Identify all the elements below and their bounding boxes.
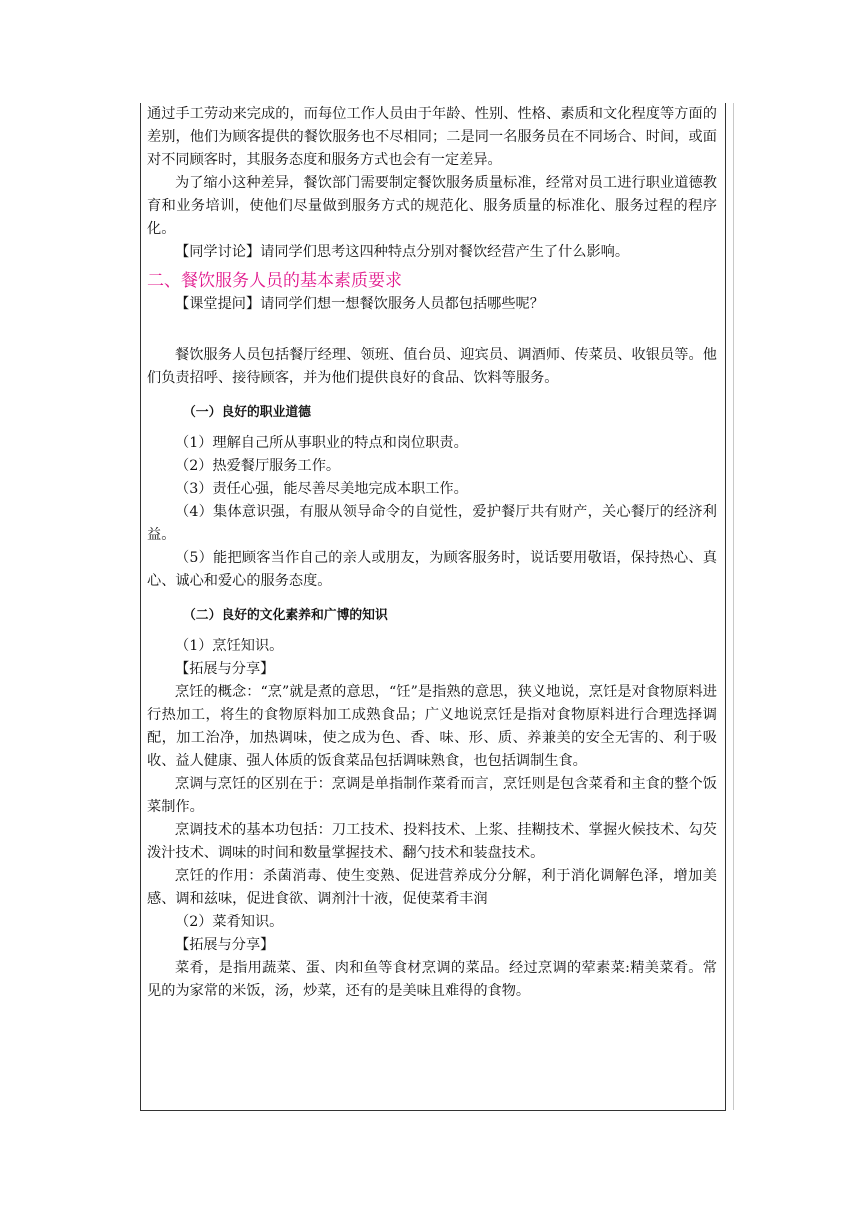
list-item: （5）能把顾客当作自己的亲人或朋友，为顾客服务时，说话要用敬语，保持热心、真心、诚心和爱心的服务态度。: [147, 550, 717, 589]
paragraph: 为了缩小这种差异，餐饮部门需要制定餐饮服务质量标准，经常对员工进行职业道德教育和业务培训，使他们尽量做到服务方式的规范化、服务质量的标准化、服务过程的程序化。: [147, 175, 717, 237]
list-item: （1）理解自己所从事职业的特点和岗位职责。: [175, 435, 468, 451]
subsection-heading: （二）良好的文化素养和广博的知识: [183, 608, 388, 623]
list-item: （3）责任心强，能尽善尽美地完成本职工作。: [175, 481, 468, 497]
section-heading: 二、餐饮服务人员的基本素质要求: [147, 271, 402, 291]
list-item: （2）菜肴知识。: [175, 914, 284, 930]
paragraph: 烹饪的作用：杀菌消毒、使生变熟、促进营养成分分解，利于消化调解色泽，增加美感、调和兹味，促进食欲、调剂汁十液，促使菜肴丰润: [147, 868, 717, 907]
question-paragraph: 【课堂提问】请同学们想一想餐饮服务人员都包括哪些呢？: [175, 296, 544, 312]
paragraph: 烹饪的概念：“烹”就是煮的意思，“饪”是指熟的意思，狭义地说，烹饪是对食物原料进行热加工，将生的食物原料加工成熟食品；广义地说烹饪是指对食物原料进行合理选择调配，加工治净，加热调味，使之成为色、香、味、形、质、养兼美的安全无害的、利于吸收、益人健康、强人体质的饭食菜品包括调味熟食，也包括调制生食。: [147, 684, 717, 769]
list-item: （4）集体意识强，有服从领导命令的自觉性，爱护餐厅共有财产，关心餐厅的经济利益。: [147, 504, 717, 543]
intro-paragraph: 餐饮服务人员包括餐厅经理、领班、值台员、迎宾员、调酒师、传菜员、收银员等。他们负责招呼、接待顾客，并为他们提供良好的食品、饮料等服务。: [147, 347, 717, 386]
paragraph: 烹调技术的基本功包括：刀工技术、投料技术、上浆、挂糊技术、掌握火候技术、勾芡泼汁技术、调味的时间和数量掌握技术、翻勺技术和装盘技术。: [147, 822, 717, 861]
share-label: 【拓展与分享】: [175, 661, 275, 677]
page-edge-line: [733, 103, 734, 1110]
list-item: （2）热爱餐厅服务工作。: [175, 458, 341, 474]
document-body: [147, 103, 717, 1003]
discussion-paragraph: 【同学讨论】请同学们思考这四种特点分别对餐饮经营产生了什么影响。: [175, 244, 630, 260]
list-item: （1）烹饪知识。: [175, 638, 284, 654]
share-label: 【拓展与分享】: [175, 937, 275, 953]
paragraph: 烹调与烹饪的区别在于：烹调是单指制作菜肴而言，烹饪则是包含菜肴和主食的整个饭菜制作。: [147, 776, 717, 815]
paragraph: 菜肴，是指用蔬菜、蛋、肉和鱼等食材烹调的菜品。经过烹调的荤素菜:精美菜肴。常见的为家常的米饭，汤，炒菜，还有的是美味且难得的食物。: [147, 960, 717, 999]
subsection-heading: （一）良好的职业道德: [183, 405, 311, 420]
paragraph: 通过手工劳动来完成的，而每位工作人员由于年龄、性别、性格、素质和文化程度等方面的差别，他们为顾客提供的餐饮服务也不尽相同；二是同一名服务员在不同场合、时间，或面对不同顾客时，其服务态度和服务方式也会有一定差异。: [147, 106, 717, 168]
